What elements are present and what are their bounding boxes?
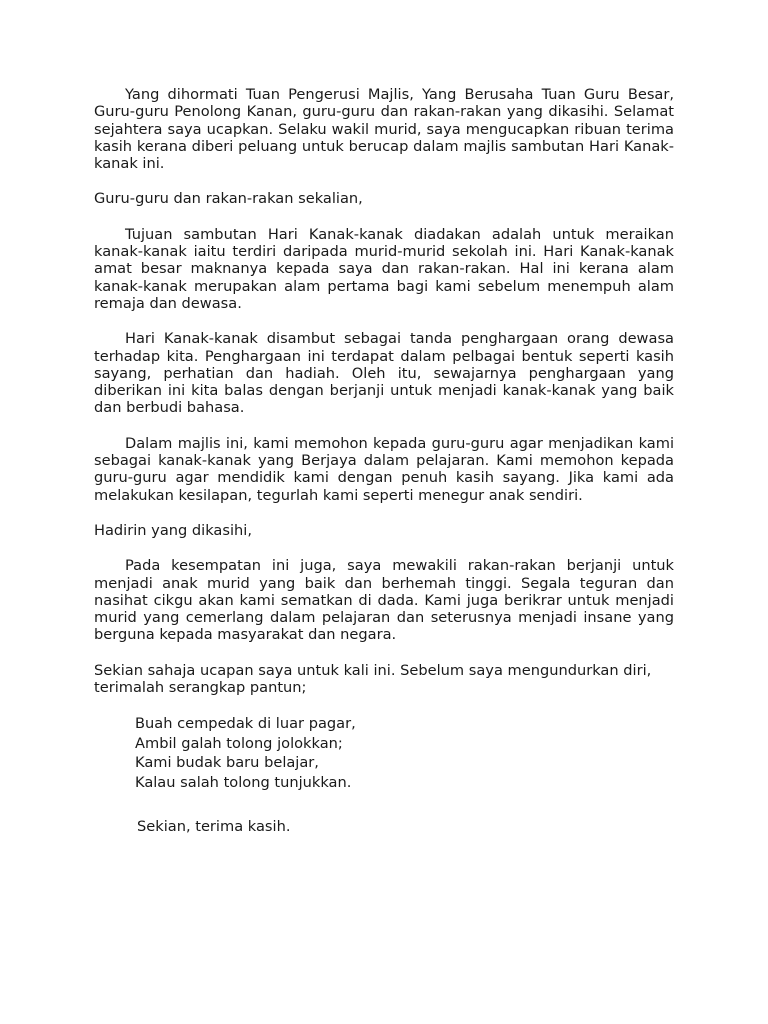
pantun-verse	[135, 714, 674, 792]
spacer	[94, 312, 674, 330]
spacer	[94, 696, 674, 714]
purpose-paragraph: Tujuan sambutan Hari Kanak-kanak diadakan adalah untuk meraikan kanak-kanak iaitu terdiri daripada murid-murid sekolah ini. Hari Kanak-kanak amat besar maknanya kepada saya dan rakan-rakan. Hal ini kerana alam kanak-kanak merupakan alam pertama bagi kami sebelum menempuh alam remaja dan dewasa.	[94, 225, 674, 312]
spacer	[94, 208, 674, 226]
closing-intro-paragraph: Sekian sahaja ucapan saya untuk kali ini. Sebelum saya mengundurkan diri, terimalah serangkap pantun;	[94, 661, 652, 697]
address-audience: Hadirin yang dikasihi,	[94, 521, 252, 539]
speech-document	[94, 86, 674, 836]
spacer	[94, 417, 674, 435]
closing-line: Sekian, terima kasih.	[137, 818, 291, 836]
pantun-line: Kalau salah tolong tunjukkan.	[135, 773, 352, 791]
spacer	[94, 539, 674, 557]
spacer	[94, 504, 674, 522]
request-paragraph: Dalam majlis ini, kami memohon kepada guru-guru agar menjadikan kami sebagai kanak-kanak yang Berjaya dalam pelajaran. Kami memohon kepada guru-guru agar mendidik kami dengan penuh kasih sayang. Jika kami ada melakukan kesilapan, tegurlah kami seperti menegur anak sendiri.	[94, 434, 674, 504]
address-teachers-friends: Guru-guru dan rakan-rakan sekalian,	[94, 190, 363, 208]
pantun-line: Kami budak baru belajar,	[135, 754, 319, 772]
appreciation-paragraph: Hari Kanak-kanak disambut sebagai tanda penghargaan orang dewasa terhadap kita. Penghargaan ini terdapat dalam pelbagai bentuk seperti kasih sayang, perhatian dan hadiah. Oleh itu, sewajarnya penghargaan yang diberikan ini kita balas dengan berjanji untuk menjadi kanak-kanak yang baik dan berbudi bahasa.	[94, 330, 674, 417]
spacer	[94, 644, 674, 662]
pantun-line: Ambil galah tolong jolokkan;	[135, 734, 343, 752]
spacer	[94, 792, 674, 818]
pantun-line: Buah cempedak di luar pagar,	[135, 715, 356, 733]
promise-paragraph: Pada kesempatan ini juga, saya mewakili rakan-rakan berjanji untuk menjadi anak murid yang baik dan berhemah tinggi. Segala teguran dan nasihat cikgu akan kami sematkan di dada. Kami juga berikrar untuk menjadi murid yang cemerlang dalam pelajaran dan seterusnya menjadi insane yang berguna kepada masyarakat dan negara.	[94, 557, 674, 644]
spacer	[94, 172, 674, 190]
opening-paragraph: Yang dihormati Tuan Pengerusi Majlis, Yang Berusaha Tuan Guru Besar, Guru-guru Penolong Kanan, guru-guru dan rakan-rakan yang dikasihi. Selamat sejahtera saya ucapkan. Selaku wakil murid, saya mengucapkan ribuan terima kasih kerana diberi peluang untuk berucap dalam majlis sambutan Hari Kanak-kanak ini.	[94, 86, 674, 173]
